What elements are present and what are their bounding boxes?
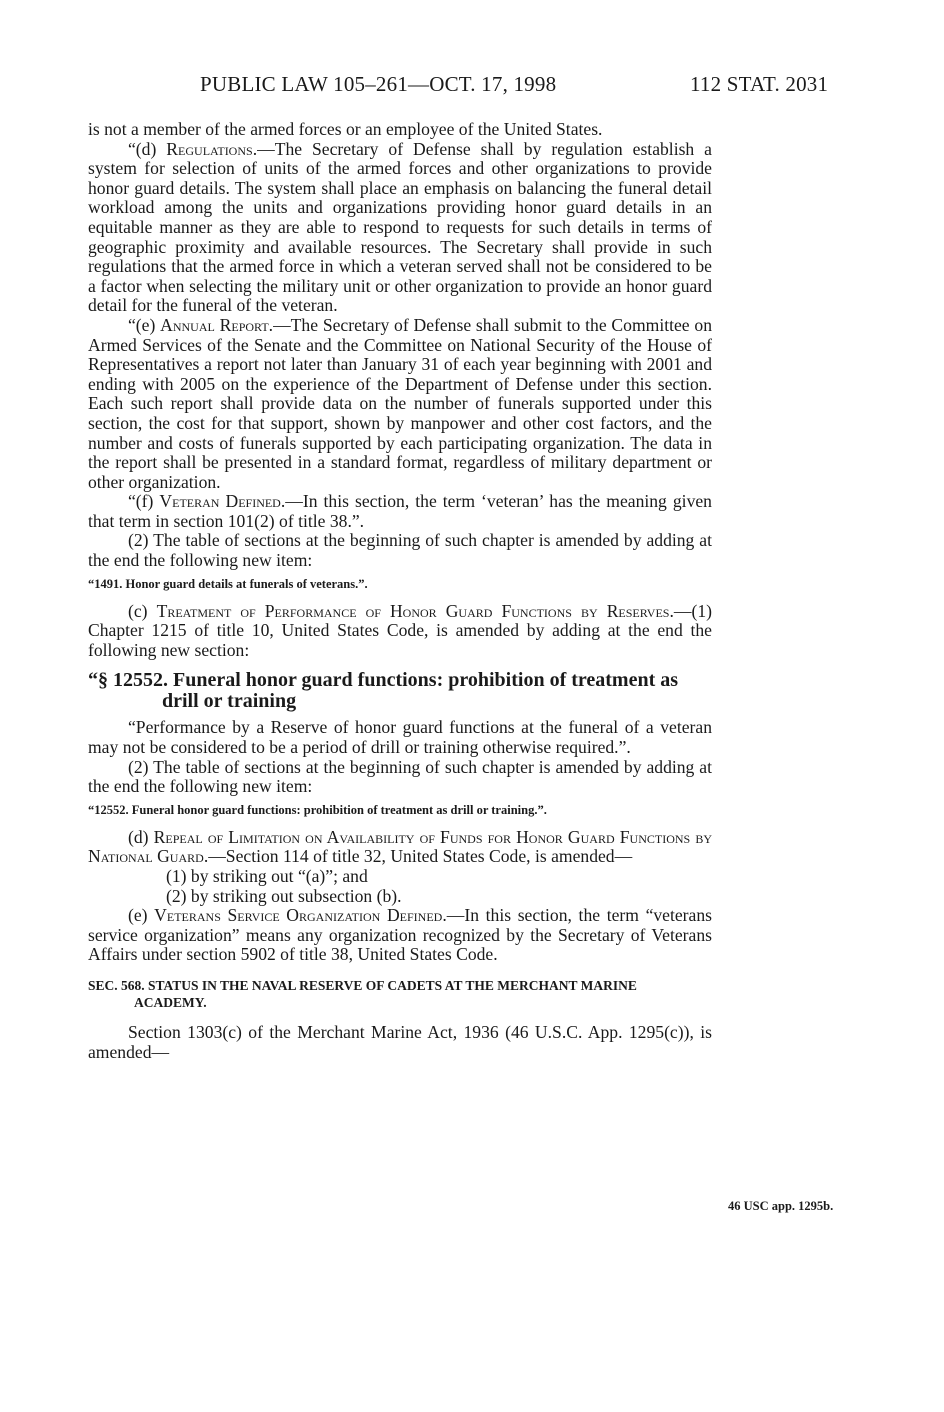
section-heading: “§ 12552. Funeral honor guard functions: prohibition of treatment as drill or training	[88, 669, 679, 713]
paragraph: Section 1303(c) of the Merchant Marine Act, 1936 (46 U.S.C. App. 1295(c)), is amended—	[88, 1021, 712, 1062]
statute-page-number: 112 STAT. 2031	[690, 72, 829, 96]
subsection-text: .—(1) Chapter 1215 of title 10, United States Code, is amended by adding at the end the following new section:	[88, 600, 712, 660]
subsection-label: (c)	[128, 600, 157, 621]
subsection-text: .—In this section, the term ‘veteran’ has the meaning given that term in section 101(2) of title 38.”.	[88, 491, 712, 531]
subsection-text: .—Section 114 of title 32, United States Code, is amended—	[203, 846, 633, 867]
subsection-heading: Treatment of Performance of Honor Guard Functions by Reserves	[156, 600, 670, 621]
subsection-text: .—In this section, the term “veterans service organization” means any organization recognized by the Secretary of Veterans Affairs under section 5902 of title 38, United States Code.	[88, 905, 712, 965]
body-text	[88, 120, 712, 1062]
paragraph: is not a member of the armed forces or an employee of the United States.	[88, 119, 603, 139]
table-item: “12552. Funeral honor guard functions: prohibition of treatment as drill or training.”.	[88, 802, 547, 817]
paragraph: (2) The table of sections at the beginning of such chapter is amended by adding at the end the following new item:	[88, 756, 712, 797]
paragraph-item: (1) by striking out “(a)”; and	[166, 866, 368, 886]
paragraph: (2) The table of sections at the beginning of such chapter is amended by adding at the end the following new item:	[88, 530, 712, 571]
subsection-c	[88, 602, 712, 661]
subsection-label: “(f)	[128, 491, 160, 512]
subsection-d-repeal	[88, 828, 712, 867]
subsection-text: .—The Secretary of Defense shall submit to the Committee on Armed Services of the Senate and the Committee on National Security of the House of Representatives a report not later than January 31 of each year beginning with 2001 and ending with 2005 on the experience of the Department of Defense under this section. Each such report shall provide data on the number of funerals supported under this section, the cost for that support, shown by manpower and other cost factors, and the number and costs of funerals supported by each participating organization. The data in the report shall be presented in a standard format, regardless of military department or other organization.	[88, 314, 713, 492]
running-head: PUBLIC LAW 105–261—OCT. 17, 1998	[200, 72, 557, 96]
subsection-heading: Regulations	[166, 138, 253, 159]
subsection-text: .—The Secretary of Defense shall by regulation establish a system for selection of units of the armed forces and other organizations to provide honor guard details. The system shall place an emphasis on balancing the funeral detail workload among the units and organizations providing honor guard details in an equitable manner as they are able to respond to requests for such details in terms of geographic proximity and available resources. The Secretary shall provide in such regulations that the armed force in which a veteran served shall not be considered to be a factor when selecting the military unit or other organization to provide an honor guard detail for the funeral of the veteran.	[88, 138, 712, 316]
subsection-label: (e)	[128, 905, 155, 926]
table-item: “1491. Honor guard details at funerals of veterans.”.	[88, 576, 368, 591]
section-568-heading: SEC. 568. STATUS IN THE NAVAL RESERVE OF CADETS AT THE MERCHANT MARINE ACADEMY.	[88, 977, 637, 1010]
subsection-heading: Annual Report	[160, 314, 269, 335]
paragraph-item: (2) by striking out subsection (b).	[166, 885, 402, 906]
margin-note: 46 USC app. 1295b.	[728, 1199, 834, 1213]
subsection-heading: Veteran Defined	[159, 491, 281, 512]
subsection-heading: Veterans Service Organization Defined	[154, 905, 443, 926]
subsection-label: “(d)	[128, 138, 167, 159]
subsection-heading: Repeal of Limitation on Availability of Funds for Honor Guard Functions by National Guard	[88, 826, 712, 867]
subsection-d	[88, 140, 712, 316]
subsection-e-definition	[88, 906, 712, 965]
paragraph: “Performance by a Reserve of honor guard functions at the funeral of a veteran may not be considered to be a period of drill or training otherwise required.”.	[88, 717, 712, 758]
subsection-label: (d)	[128, 826, 154, 847]
subsection-label: “(e)	[128, 314, 161, 335]
subsection-e	[88, 316, 712, 492]
subsection-f	[88, 492, 712, 531]
